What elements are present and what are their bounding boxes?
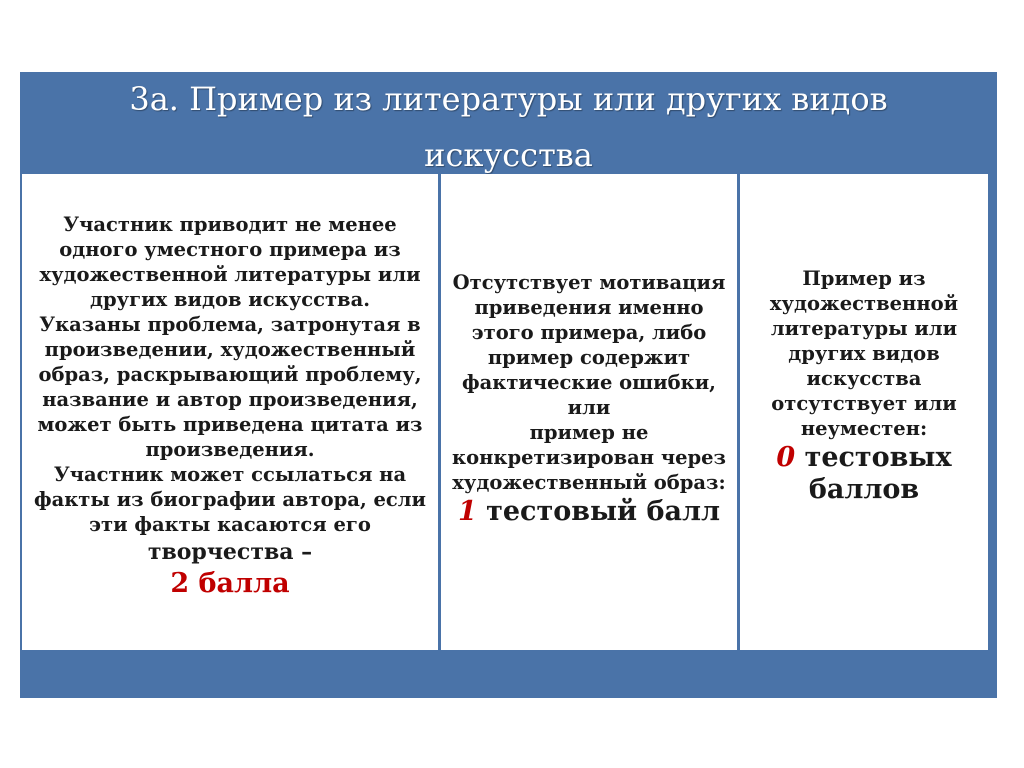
criterion-text-line: других видов (788, 341, 940, 365)
criterion-text-line: художественной литературы или (39, 262, 421, 286)
criterion-0-points (740, 174, 988, 650)
criterion-text-line: Отсутствует мотивация (452, 270, 726, 294)
score-label-line-2: баллов (808, 473, 920, 505)
criterion-text-line: Пример из (802, 266, 926, 290)
slide-frame (20, 72, 997, 698)
criterion-text-line: произведения. (145, 437, 315, 461)
score-number: 1 (457, 495, 477, 527)
criterion-text-line: одного уместного примера из (59, 237, 401, 261)
criterion-text-line: других видов искусства. (90, 287, 370, 311)
criterion-text-line: художественной (769, 291, 959, 315)
title-line-2: искусства (424, 136, 593, 174)
score-1-point (458, 495, 720, 529)
criterion-text-line: приведения именно (474, 295, 704, 319)
criterion-text-line: произведении, художественный (44, 337, 416, 361)
criterion-text-line: образ, раскрывающий проблему, (38, 362, 422, 386)
criterion-text-tail: творчества – (147, 538, 313, 565)
criterion-text-line: искусства (806, 366, 922, 390)
criterion-text-line: художественный образ: (452, 470, 726, 494)
criterion-text-line: факты из биографии автора, если (33, 487, 427, 511)
score-2-points: 2 балла (170, 567, 290, 599)
slide-title (20, 72, 997, 174)
criterion-text-line: может быть приведена цитата из (37, 412, 423, 436)
criterion-text-line: отсутствует или (771, 391, 957, 415)
criterion-text-line: или (567, 395, 611, 419)
criterion-text-line: эти факты касаются его (89, 512, 371, 536)
criterion-text-line: неуместен: (800, 416, 928, 440)
score-label: тестовых (795, 441, 952, 473)
criterion-text-line: конкретизирован через (452, 445, 726, 469)
criterion-text-line: Участник приводит не менее (63, 212, 397, 236)
criterion-text-line: пример содержит (487, 345, 691, 369)
criterion-text-line: фактические ошибки, (462, 370, 716, 394)
title-line-1: 3а. Пример из литературы или других видов (129, 80, 888, 118)
criterion-text-line: литературы или (770, 316, 958, 340)
score-0-points (776, 441, 951, 475)
criterion-text-line: этого примера, либо (471, 320, 707, 344)
score-number: 0 (776, 441, 796, 473)
criterion-text-line: пример не (529, 420, 649, 444)
criterion-1-point (441, 174, 740, 650)
criterion-text-line: Указаны проблема, затронутая в (39, 312, 421, 336)
criterion-text-line: Участник может ссылаться на (53, 462, 407, 486)
criteria-table (22, 174, 988, 650)
score-label: тестовый балл (476, 495, 721, 527)
criterion-2-points (22, 174, 441, 650)
criterion-text-line: название и автор произведения, (42, 387, 418, 411)
